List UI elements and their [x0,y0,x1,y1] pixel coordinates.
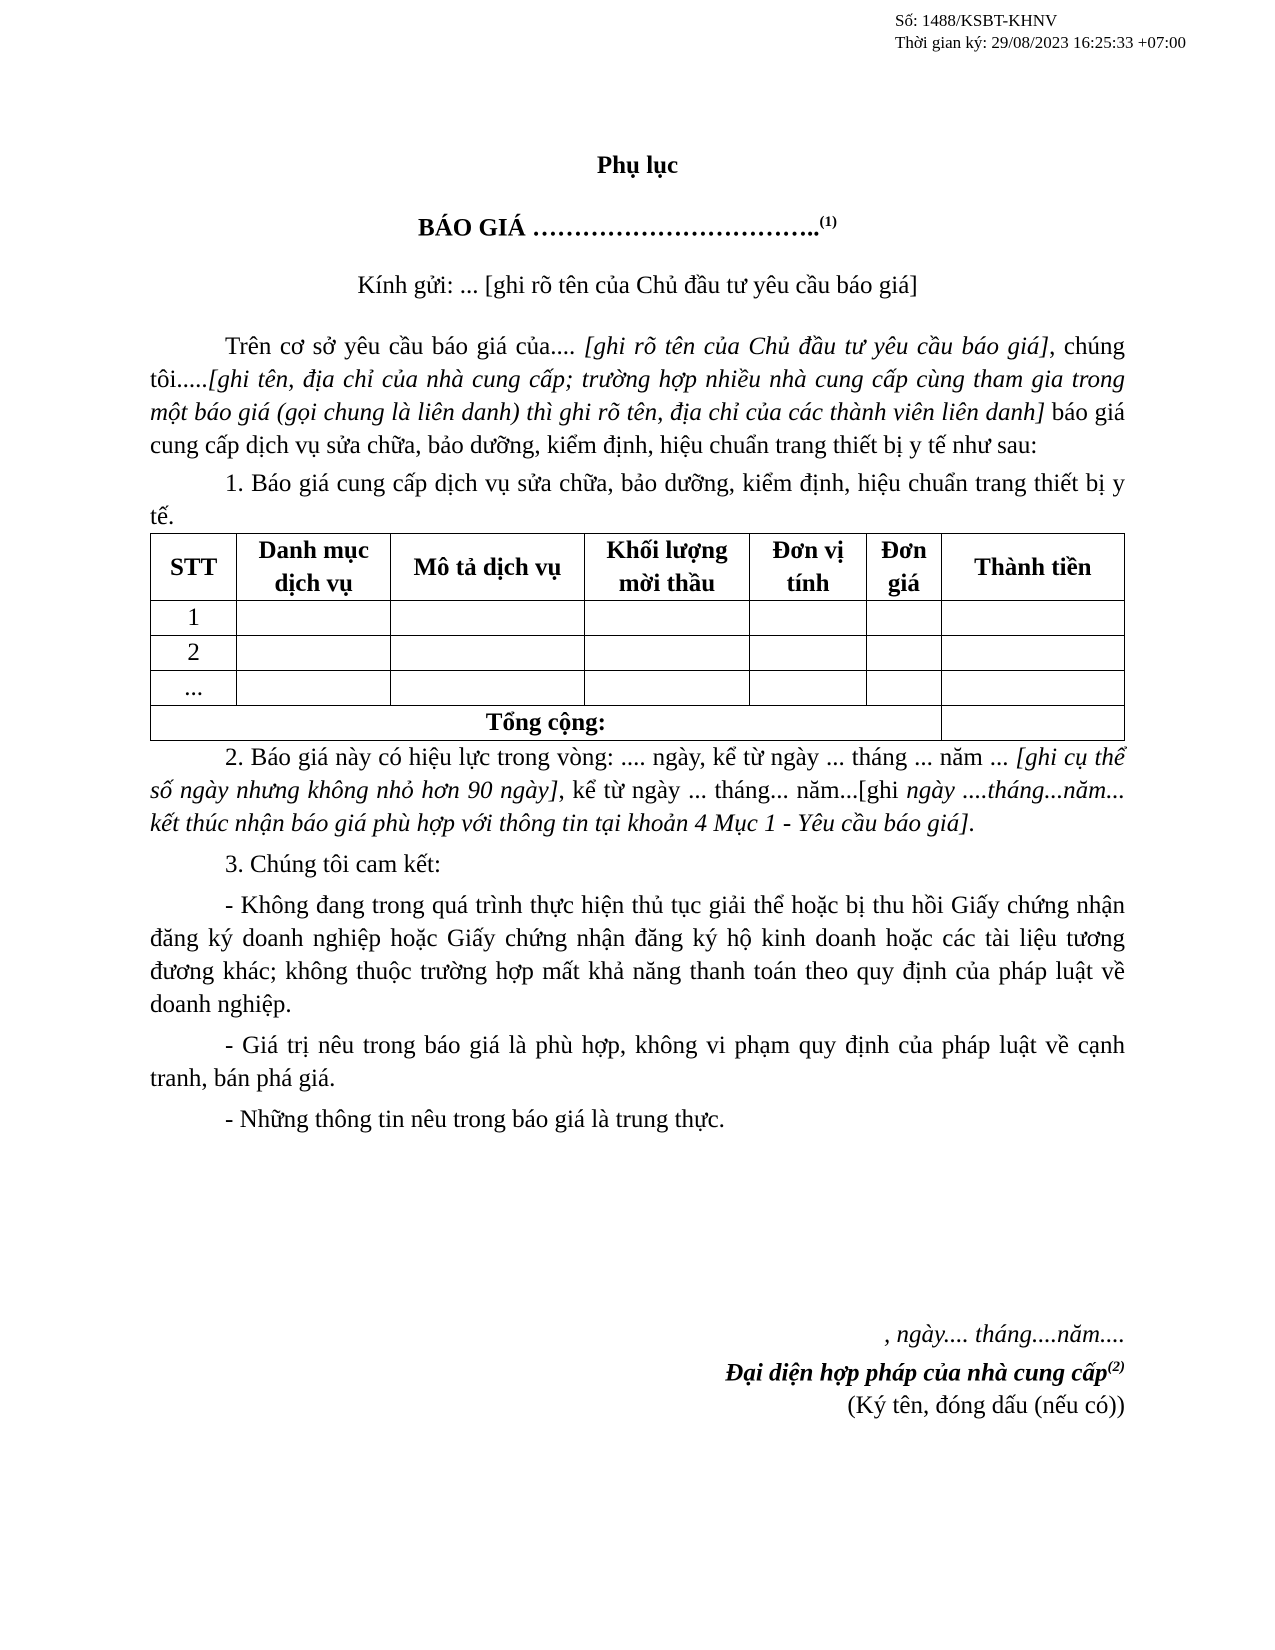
intro-part-2: [ghi rõ tên của Chủ đầu tư yêu cầu báo giá] [583,333,1050,360]
commitment-3: - Những thông tin nêu trong báo giá là trung thực. [225,1106,725,1133]
table-cell [391,671,585,706]
signing-time: Thời gian ký: 29/08/2023 16:25:33 +07:00 [895,33,1187,52]
item-2-part-4: ngày ....tháng...năm... kết thúc nhận báo giá phù hợp với thông tin tại khoản 4 Mục 1 - Yêu cầu báo giá]. [150,777,1125,837]
table-cell: ... [151,671,237,706]
item-3: 3. Chúng tôi cam kết: [225,851,441,878]
col-header-unit-price: Đơn giá [866,534,941,601]
table-cell [750,671,867,706]
table-cell [941,601,1124,636]
footnote-ref-2: (2) [1107,1359,1125,1375]
commitment-1: - Không đang trong quá trình thực hiện thủ tục giải thể hoặc bị thu hồi Giấy chứng nhận đăng ký doanh nghiệp hoặc Giấy chứng nhận đăng ký hộ kinh doanh hoặc các tài liệu tương đương khác; không thuộc trường hợp mất khả năng thanh toán theo quy định của pháp luật về doanh nghiệp. [150,892,1125,1018]
table-cell: 1 [151,601,237,636]
table-row [151,636,1125,671]
table-cell [237,601,391,636]
col-header-service-category: Danh mục dịch vụ [237,534,391,601]
document-page [150,140,1125,1136]
appendix-title: Phụ lục [596,152,679,179]
footnote-ref-1: (1) [819,214,837,230]
intro-part-3: , chúng tôi..... [150,333,1125,393]
table-cell [941,671,1124,706]
table-cell [391,601,585,636]
table-cell [584,636,749,671]
intro-part-1: Trên cơ sở yêu cầu báo giá của.... [225,333,584,360]
item-2-part-1: 2. Báo giá này có hiệu lực trong vòng: .... ngày, kể từ ngày ... tháng ... năm ... [225,744,1016,771]
col-header-stt: STT [151,534,237,601]
signature-title-text: Đại diện hợp pháp của nhà cung cấp [725,1359,1108,1387]
table-cell [237,671,391,706]
table-cell: 2 [151,636,237,671]
signature-note: (Ký tên, đóng dấu (nếu có)) [847,1392,1125,1420]
table-row [151,671,1125,706]
recipient-line: Kính gửi: ... [ghi rõ tên của Chủ đầu tư yêu cầu báo giá] [357,272,918,299]
commitment-2: - Giá trị nêu trong báo giá là phù hợp, không vi phạm quy định của pháp luật về cạnh tranh, bán phá giá. [150,1032,1125,1092]
signature-title [725,1351,1125,1389]
intro-part-4: [ghi tên, địa chỉ của nhà cung cấp; trường hợp nhiều nhà cung cấp cùng tham gia trong một báo giá (gọi chung là liên danh) thì ghi rõ tên, địa chỉ của các thành viên liên danh] [150,366,1125,426]
signature-block [725,1318,1125,1422]
table-header-row [151,534,1125,601]
table-cell [866,671,941,706]
item-1: 1. Báo giá cung cấp dịch vụ sửa chữa, bảo dưỡng, kiểm định, hiệu chuẩn trang thiết bị y tế. [150,470,1125,530]
signature-date: , ngày.... tháng....năm.... [884,1321,1125,1348]
col-header-quantity: Khối lượng mời thầu [584,534,749,601]
table-cell [941,636,1124,671]
col-header-unit: Đơn vị tính [750,534,867,601]
total-label: Tổng cộng: [151,706,942,741]
item-2 [150,741,1125,840]
intro-part-5: báo giá cung cấp dịch vụ sửa chữa, bảo dưỡng, kiểm định, hiệu chuẩn trang thiết bị y tế như sau: [150,399,1126,459]
total-value [941,706,1124,741]
table-cell [750,636,867,671]
table-cell [391,636,585,671]
quotation-heading [140,214,1115,254]
intro-paragraph [150,330,1125,462]
table-cell [584,671,749,706]
table-total-row [151,706,1125,741]
table-row [151,601,1125,636]
table-cell [866,636,941,671]
quotation-heading-text: BÁO GIÁ …………………………….. [418,214,820,242]
col-header-amount: Thành tiền [941,534,1124,601]
digital-signature-stamp [895,10,1186,54]
item-2-part-3: , kể từ ngày ... tháng... năm...[ghi [558,777,907,804]
item-2-part-2: [ghi cụ thể số ngày nhưng không nhỏ hơn 90 ngày] [150,744,1125,804]
quotation-table [150,533,1125,741]
col-header-service-description: Mô tả dịch vụ [391,534,585,601]
table-cell [237,636,391,671]
table-cell [750,601,867,636]
table-cell [866,601,941,636]
document-number: Số: 1488/KSBT-KHNV [895,11,1058,30]
table-cell [584,601,749,636]
